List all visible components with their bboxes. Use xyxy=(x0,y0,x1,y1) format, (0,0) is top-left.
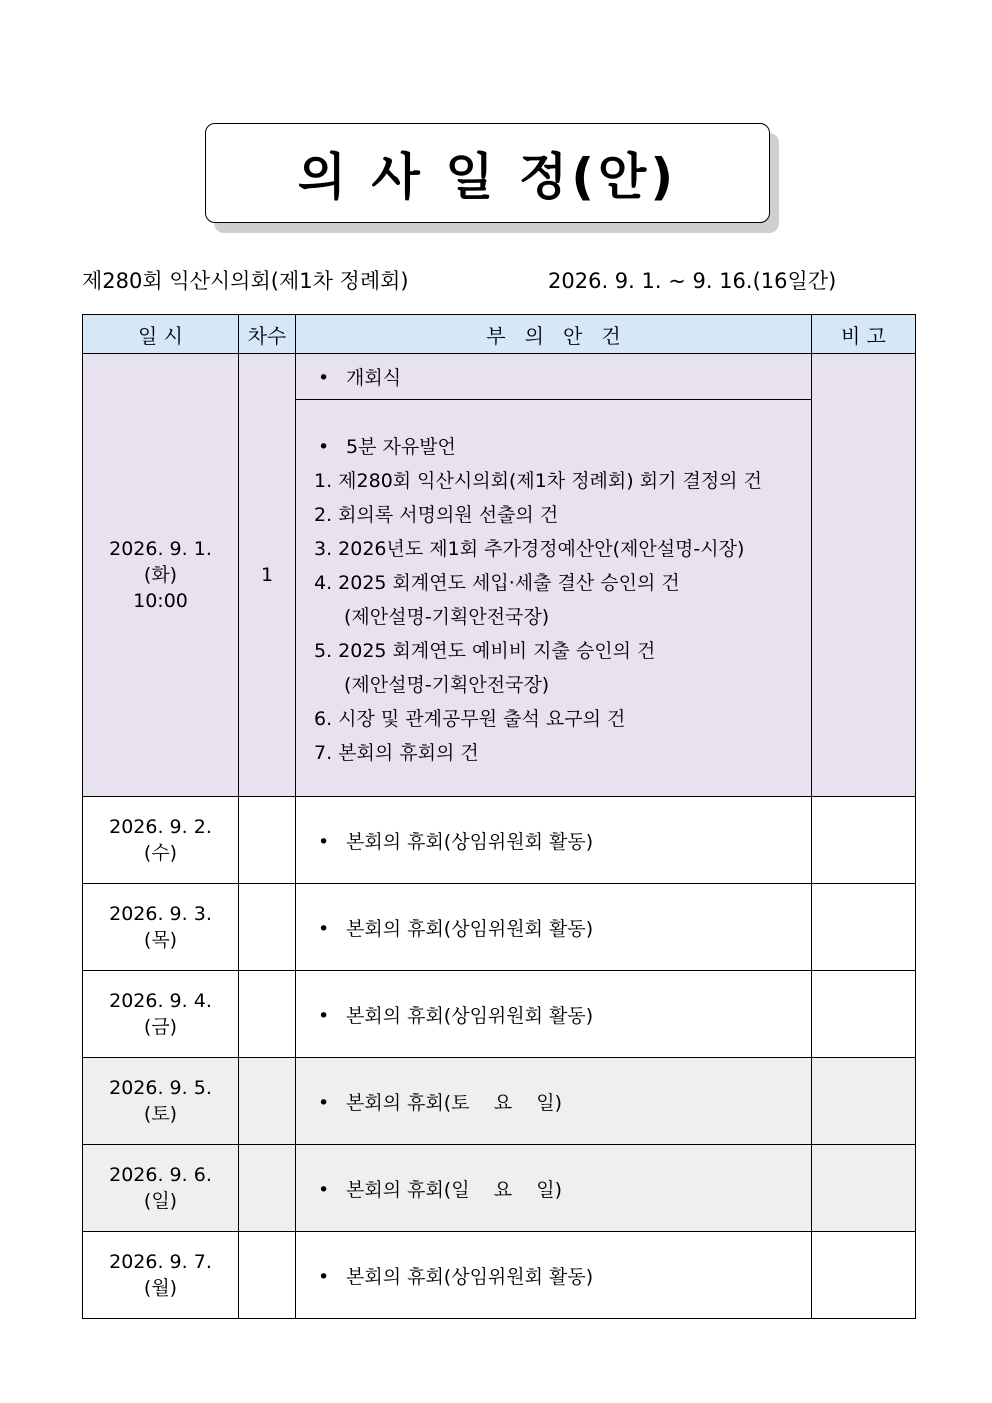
agenda-cell xyxy=(296,884,812,971)
row-agenda: 본회의 휴회(일 요 일) xyxy=(346,1178,563,1201)
free-speech-label: 5분 자유발언 xyxy=(346,436,456,458)
agenda-item: 5. 2025 회계연도 예비비 지출 승인의 건 xyxy=(314,640,656,662)
round-cell xyxy=(239,971,296,1058)
row-date: 2026. 9. 6. xyxy=(109,1164,212,1186)
bullet-dot-icon: • xyxy=(318,1265,330,1288)
row-agenda: 본회의 휴회(상임위원회 활동) xyxy=(346,1004,594,1027)
agenda-item-note: (제안설명-기획안전국장) xyxy=(344,606,550,628)
note-cell xyxy=(812,971,916,1058)
col-header-agenda: 부 의 안 건 xyxy=(296,315,812,354)
date-cell xyxy=(83,884,239,971)
agenda-item: 2. 회의록 서명의원 선출의 건 xyxy=(314,504,559,526)
session-period: 2026. 9. 1. ~ 9. 16.(16일간) xyxy=(548,269,837,293)
note-cell xyxy=(812,1232,916,1319)
bullet-dot-icon: • xyxy=(318,367,330,389)
date-cell xyxy=(83,797,239,884)
first-day-time: 10:00 xyxy=(133,590,188,612)
session-name: 제280회 익산시의회(제1차 정례회) xyxy=(82,269,409,293)
agenda-item: 7. 본회의 휴회의 건 xyxy=(314,742,479,764)
col-header-round: 차수 xyxy=(239,315,296,354)
agenda-item-note: (제안설명-기획안전국장) xyxy=(344,674,550,696)
note-cell xyxy=(812,1145,916,1232)
first-day-note xyxy=(812,354,916,797)
row-date: 2026. 9. 3. xyxy=(109,903,212,925)
opening-label: 개회식 xyxy=(346,367,402,389)
row-date: 2026. 9. 7. xyxy=(109,1251,212,1273)
round-cell xyxy=(239,1058,296,1145)
table-row xyxy=(83,1232,916,1319)
bullet-dot-icon: • xyxy=(318,917,330,940)
row-weekday: (일) xyxy=(143,1190,178,1212)
page-title: 의 사 일 정(안) xyxy=(297,148,678,206)
table-row-first-day xyxy=(83,354,916,400)
row-agenda: 본회의 휴회(토 요 일) xyxy=(346,1091,563,1114)
round-cell xyxy=(239,1232,296,1319)
col-header-date: 일 시 xyxy=(83,315,239,354)
agenda-item: 3. 2026년도 제1회 추가경정예산안(제안설명-시장) xyxy=(314,538,745,560)
agenda-item: 4. 2025 회계연도 세입·세출 결산 승인의 건 xyxy=(314,572,680,594)
bullet-dot-icon: • xyxy=(318,1178,330,1201)
first-day-weekday: (화) xyxy=(143,564,178,586)
row-weekday: (수) xyxy=(143,842,178,864)
first-day-date-cell xyxy=(83,354,239,797)
round-cell xyxy=(239,797,296,884)
agenda-item: 6. 시장 및 관계공무원 출석 요구의 건 xyxy=(314,708,626,730)
agenda-item: 1. 제280회 익산시의회(제1차 정례회) 회기 결정의 건 xyxy=(314,470,762,492)
schedule-table xyxy=(82,314,916,1319)
row-date: 2026. 9. 4. xyxy=(109,990,212,1012)
row-agenda: 본회의 휴회(상임위원회 활동) xyxy=(346,830,594,853)
table-header-row xyxy=(83,315,916,354)
agenda-cell xyxy=(296,1145,812,1232)
table-row xyxy=(83,971,916,1058)
agenda-items xyxy=(296,464,811,770)
title-box xyxy=(205,123,770,223)
bullet-dot-icon: • xyxy=(318,436,330,458)
row-agenda: 본회의 휴회(상임위원회 활동) xyxy=(346,917,594,940)
agenda-cell xyxy=(296,400,812,797)
row-weekday: (금) xyxy=(143,1016,178,1038)
row-date: 2026. 9. 5. xyxy=(109,1077,212,1099)
opening-cell xyxy=(296,354,812,400)
col-header-note: 비 고 xyxy=(812,315,916,354)
note-cell xyxy=(812,797,916,884)
table-row xyxy=(83,797,916,884)
round-cell xyxy=(239,884,296,971)
row-agenda: 본회의 휴회(상임위원회 활동) xyxy=(346,1265,594,1288)
table-row xyxy=(83,884,916,971)
agenda-cell xyxy=(296,1232,812,1319)
first-day-date: 2026. 9. 1. xyxy=(109,538,212,560)
bullet-dot-icon: • xyxy=(318,1091,330,1114)
bullet-dot-icon: • xyxy=(318,1004,330,1027)
note-cell xyxy=(812,1058,916,1145)
date-cell xyxy=(83,971,239,1058)
row-weekday: (월) xyxy=(143,1277,178,1299)
table-row-weekend xyxy=(83,1058,916,1145)
row-weekday: (목) xyxy=(143,929,178,951)
row-date: 2026. 9. 2. xyxy=(109,816,212,838)
table-row-weekend xyxy=(83,1145,916,1232)
agenda-cell xyxy=(296,971,812,1058)
round-cell xyxy=(239,1145,296,1232)
date-cell xyxy=(83,1145,239,1232)
first-day-round: 1 xyxy=(239,354,296,797)
row-weekday: (토) xyxy=(143,1103,178,1125)
agenda-cell xyxy=(296,1058,812,1145)
note-cell xyxy=(812,884,916,971)
agenda-cell xyxy=(296,797,812,884)
bullet-dot-icon: • xyxy=(318,830,330,853)
date-cell xyxy=(83,1058,239,1145)
date-cell xyxy=(83,1232,239,1319)
